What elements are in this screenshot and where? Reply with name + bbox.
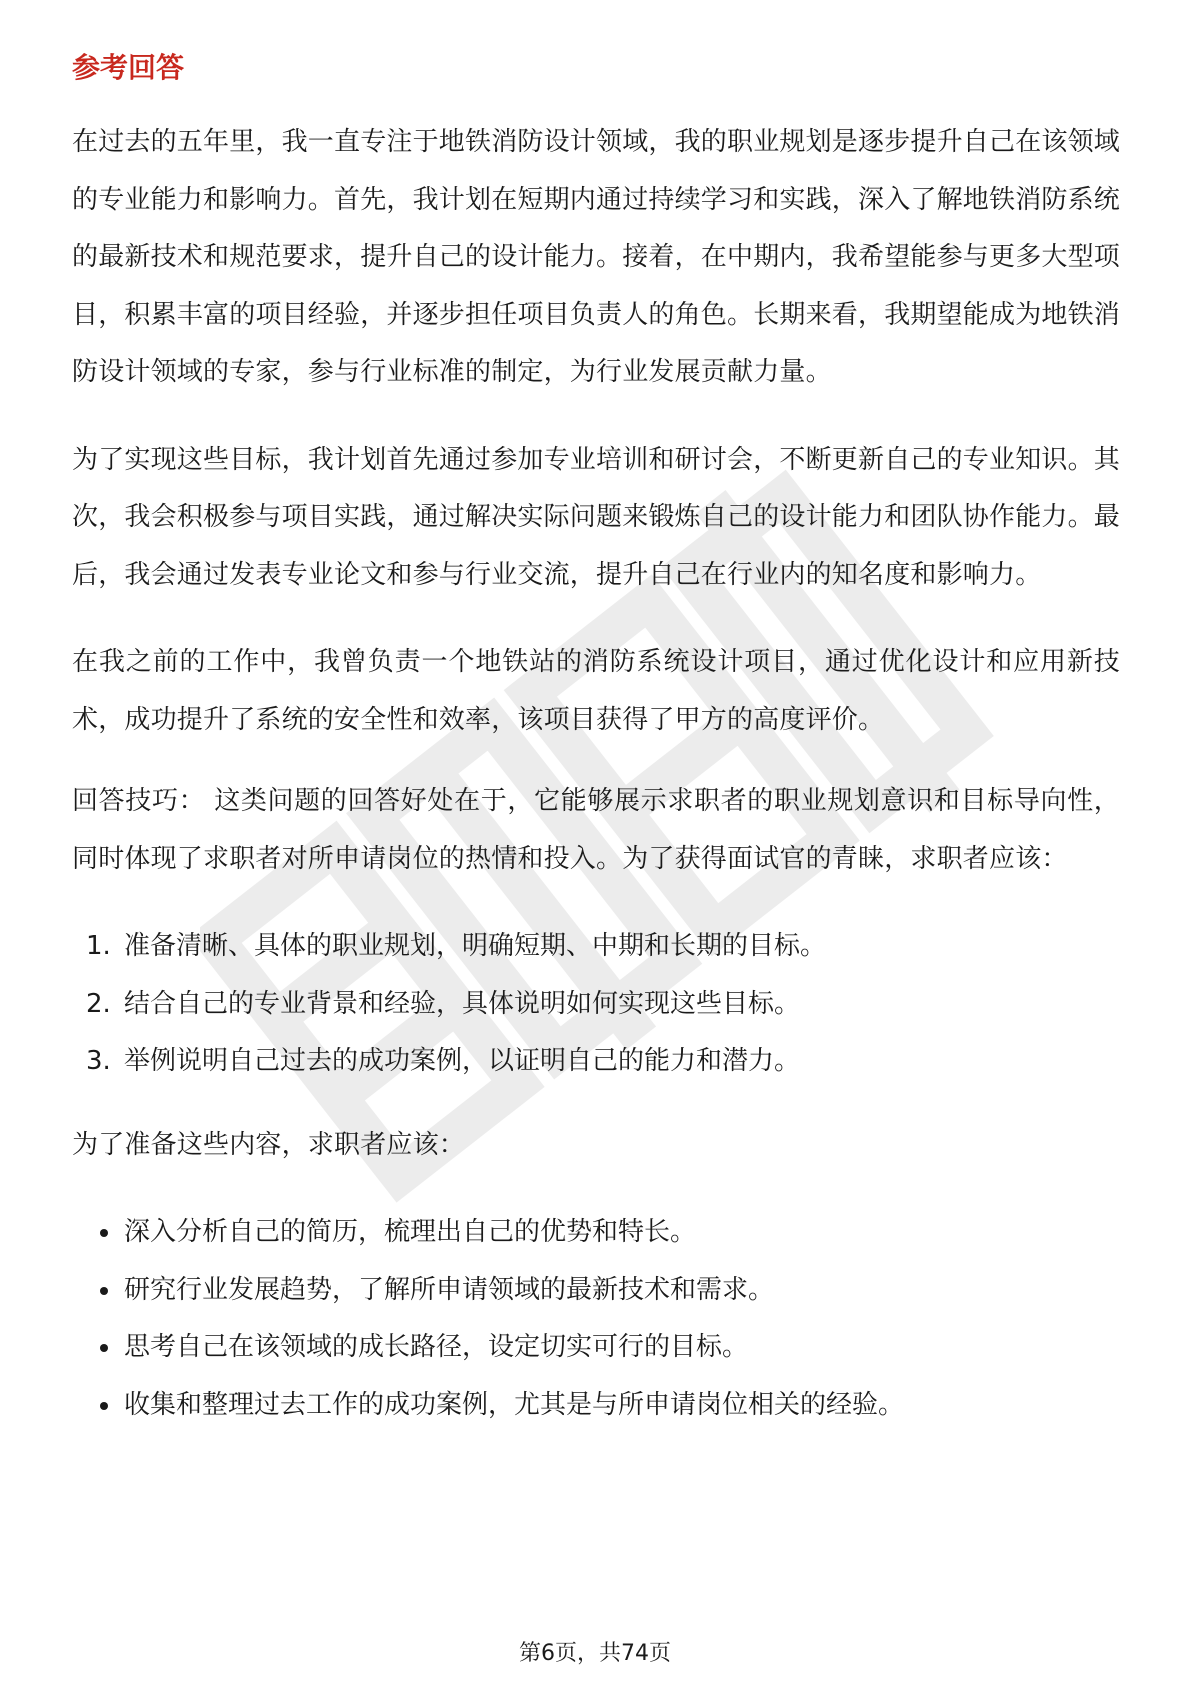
- bullet-icon: [100, 1229, 108, 1237]
- list-item: [72, 1262, 1120, 1320]
- list-item: [72, 1319, 1120, 1377]
- tips-ordered-list: [72, 918, 1120, 1091]
- list-number: 3.: [86, 1046, 111, 1076]
- bullet-icon: [100, 1402, 108, 1410]
- list-item-text: 准备清晰、具体的职业规划，明确短期、中期和长期的目标。: [124, 931, 827, 961]
- list-item: [72, 1033, 1120, 1091]
- section-title: 参考回答: [72, 51, 185, 84]
- answer-paragraph-2: 为了实现这些目标，我计划首先通过参加专业培训和研讨会，不断更新自己的专业知识。其次，我会积极参与项目实践，通过解决实际问题来锻炼自己的设计能力和团队协作能力。最后，我会通过发表专业论文和参与行业交流，提升自己在行业内的知名度和影响力。: [72, 444, 1121, 590]
- list-item: [72, 1204, 1120, 1262]
- answer-paragraph-1: 在过去的五年里，我一直专注于地铁消防设计领域，我的职业规划是逐步提升自己在该领域的专业能力和影响力。首先，我计划在短期内通过持续学习和实践，深入了解地铁消防系统的最新技术和规范要求，提升自己的设计能力。接着，在中期内，我希望能参与更多大型项目，积累丰富的项目经验，并逐步担任项目负责人的角色。长期来看，我期望能成为地铁消防设计领域的专家，参与行业标准的制定，为行业发展贡献力量。: [72, 127, 1121, 387]
- document-content: [72, 48, 1120, 1434]
- list-number: 2.: [86, 988, 111, 1019]
- preparation-bullet-list: [72, 1204, 1120, 1434]
- list-item: [72, 976, 1120, 1034]
- list-item-text: 收集和整理过去工作的成功案例，尤其是与所申请岗位相关的经验。: [124, 1389, 905, 1420]
- list-item: [72, 1377, 1120, 1435]
- bullet-icon: [100, 1287, 108, 1295]
- list-number: 1.: [86, 931, 111, 961]
- list-item-text: 思考自己在该领域的成长路径，设定切实可行的目标。: [124, 1332, 749, 1362]
- list-item: [72, 918, 1120, 976]
- tips-paragraph: 回答技巧： 这类问题的回答好处在于，它能够展示求职者的职业规划意识和目标导向性，同时体现了求职者对所申请岗位的热情和投入。为了获得面试官的青睐，求职者应该：: [72, 786, 1121, 874]
- list-item-text: 研究行业发展趋势，了解所申请领域的最新技术和需求。: [124, 1274, 775, 1305]
- bullet-icon: [100, 1344, 108, 1352]
- list-item-text: 举例说明自己过去的成功案例，以证明自己的能力和潜力。: [124, 1046, 801, 1076]
- answer-paragraph-3: 在我之前的工作中，我曾负责一个地铁站的消防系统设计项目，通过优化设计和应用新技术，成功提升了系统的安全性和效率，该项目获得了甲方的高度评价。: [72, 647, 1120, 735]
- page-number-footer: 第6页，共74页: [519, 1641, 671, 1666]
- preparation-paragraph: 为了准备这些内容，求职者应该：: [72, 1129, 466, 1160]
- list-item-text: 深入分析自己的简历，梳理出自己的优势和特长。: [124, 1217, 697, 1247]
- list-item-text: 结合自己的专业背景和经验，具体说明如何实现这些目标。: [124, 988, 801, 1019]
